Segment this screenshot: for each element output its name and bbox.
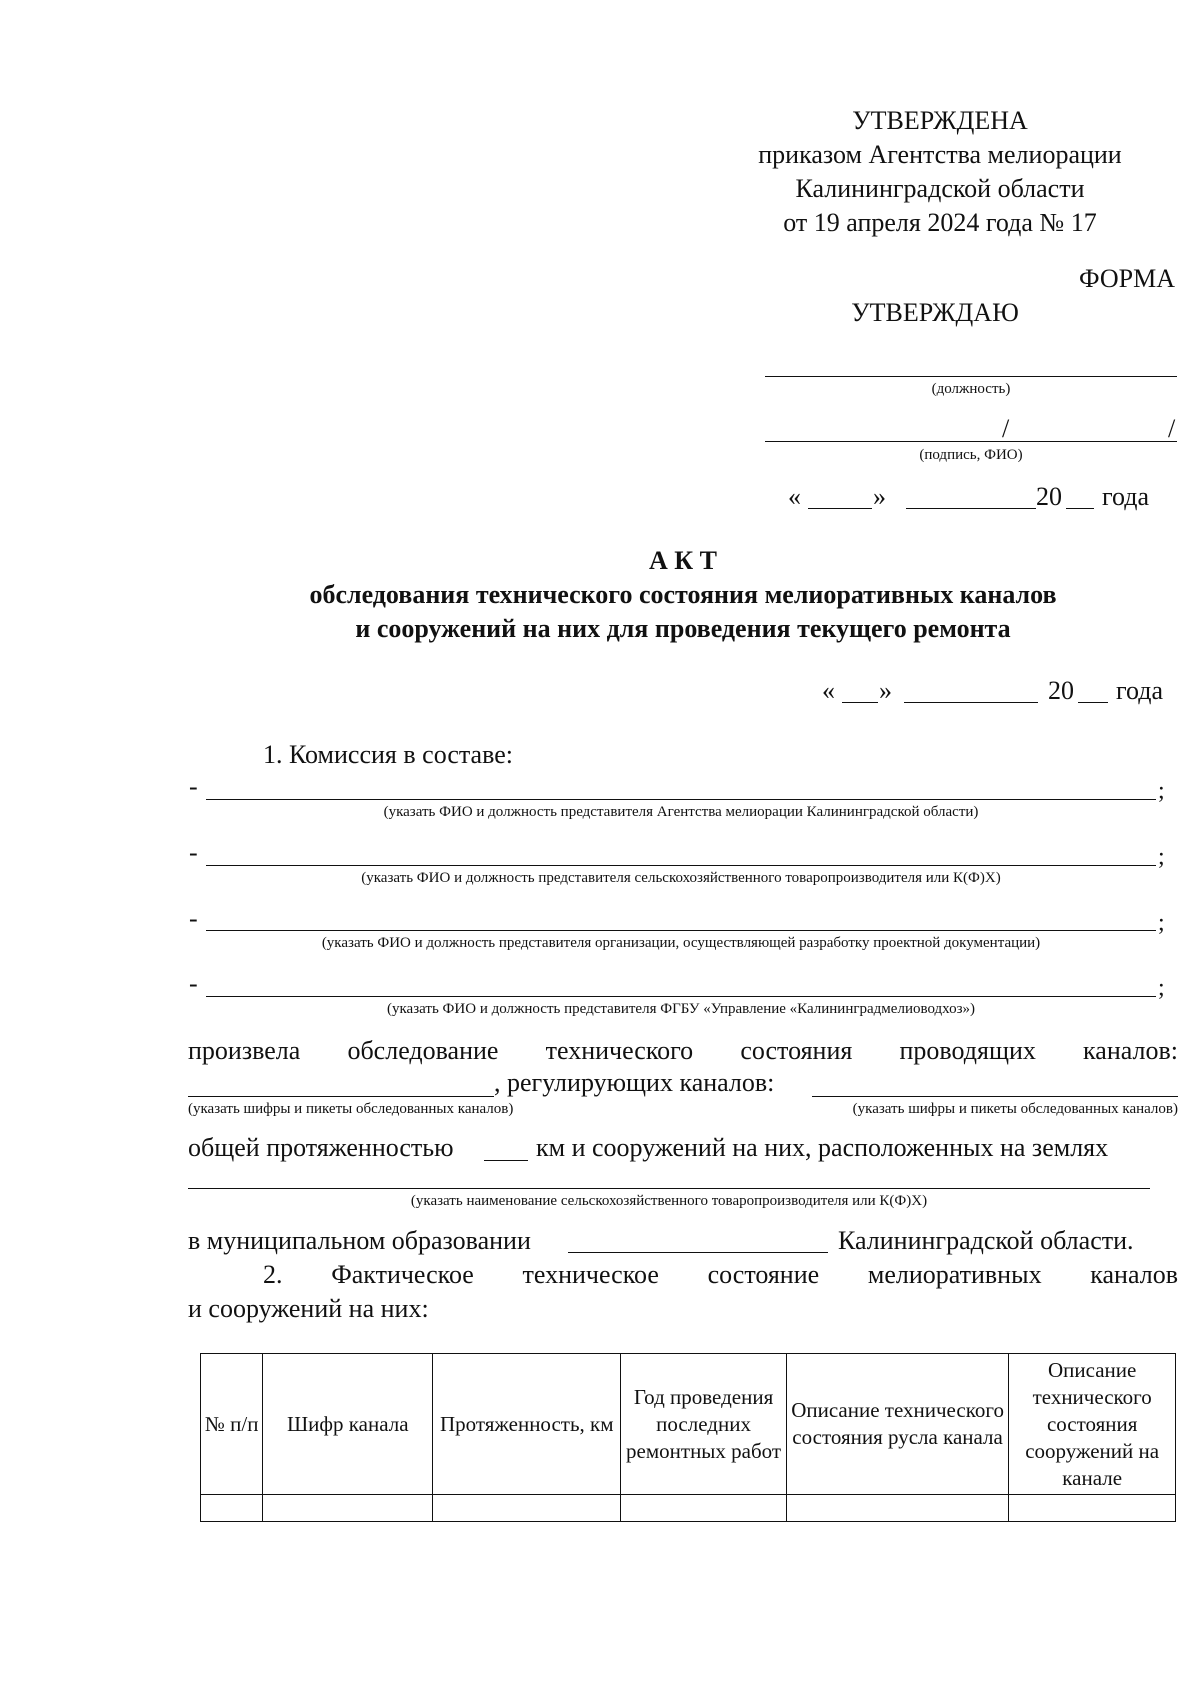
surveyed-text: произвела обследование технического состояния проводящих каналов: bbox=[188, 1036, 1178, 1065]
approval-title: УТВЕРЖДЕНА bbox=[852, 106, 1028, 135]
approve-date-day-field[interactable] bbox=[808, 508, 872, 509]
cipher-hint-right: (указать шифры и пикеты обследованных каналов) bbox=[852, 1101, 1178, 1117]
act-date-day-field[interactable] bbox=[842, 702, 878, 703]
section-1-title: 1. Комиссия в составе: bbox=[263, 740, 513, 769]
section-2-line-1: 2. Фактическое техническое состояние мелиоративных каналов bbox=[263, 1260, 1178, 1289]
header-channel-code: Шифр канала bbox=[263, 1354, 433, 1495]
length-after-text: км и сооружений на них, расположенных на землях bbox=[536, 1133, 1109, 1162]
cell-structures-state[interactable] bbox=[1009, 1495, 1176, 1522]
approve-title: УТВЕРЖДАЮ bbox=[851, 298, 1019, 327]
signature-line[interactable] bbox=[765, 441, 1177, 442]
act-date-open-quote: « bbox=[822, 676, 835, 705]
producer-field[interactable] bbox=[188, 1188, 1150, 1189]
approval-line-1: приказом Агентства мелиорации bbox=[758, 140, 1122, 169]
member-2-semicolon: ; bbox=[1158, 844, 1165, 870]
cell-channel-code[interactable] bbox=[263, 1495, 433, 1522]
act-title: А К Т bbox=[649, 546, 717, 575]
member-3-semicolon: ; bbox=[1158, 910, 1165, 936]
member-1-field[interactable] bbox=[206, 799, 1156, 800]
producer-hint: (указать наименование сельскохозяйственного товаропроизводителя или К(Ф)Х) bbox=[410, 1193, 928, 1209]
signature-slash-2: / bbox=[1168, 414, 1176, 443]
municipality-field[interactable] bbox=[568, 1252, 828, 1253]
act-date-year-prefix: 20 bbox=[1048, 676, 1074, 705]
regulating-text: , регулирующих каналов: bbox=[494, 1068, 775, 1097]
act-subtitle-line-1: обследования технического состояния мелиоративных каналов bbox=[309, 580, 1057, 609]
header-last-repair-year: Год проведения последних ремонтных работ bbox=[621, 1354, 787, 1495]
length-before-text: общей протяженностью bbox=[188, 1133, 454, 1162]
header-structures-state: Описание технического состояния сооружений на канале bbox=[1009, 1354, 1176, 1495]
act-date-month-field[interactable] bbox=[904, 702, 1038, 703]
approval-line-3: от 19 апреля 2024 года № 17 bbox=[783, 208, 1097, 237]
act-date-year-field[interactable] bbox=[1078, 702, 1108, 703]
approve-date-open-quote: « bbox=[788, 482, 801, 511]
approve-date-month-field[interactable] bbox=[906, 508, 1036, 509]
member-2-field[interactable] bbox=[206, 865, 1156, 866]
member-1-semicolon: ; bbox=[1158, 778, 1165, 804]
table-row bbox=[201, 1495, 1176, 1522]
cipher-hint-left: (указать шифры и пикеты обследованных каналов) bbox=[188, 1101, 514, 1117]
member-3-dash: - bbox=[189, 904, 198, 933]
header-channel-bed-state: Описание технического состояния русла канала bbox=[786, 1354, 1009, 1495]
supply-channels-field[interactable] bbox=[188, 1096, 494, 1097]
section-2-line-2: и сооружений на них: bbox=[188, 1294, 429, 1323]
length-km-field[interactable] bbox=[484, 1160, 528, 1161]
form-label: ФОРМА bbox=[1079, 264, 1175, 293]
member-4-field[interactable] bbox=[206, 996, 1156, 997]
member-4-hint: (указать ФИО и должность представителя ФГБУ «Управление «Калининградмелиоводхоз») bbox=[387, 1001, 975, 1017]
regulating-channels-field[interactable] bbox=[812, 1096, 1178, 1097]
municipality-before-text: в муниципальном образовании bbox=[188, 1226, 531, 1255]
member-4-semicolon: ; bbox=[1158, 975, 1165, 1001]
act-date-suffix: года bbox=[1116, 676, 1164, 705]
signature-slash-1: / bbox=[1002, 414, 1010, 443]
member-2-hint: (указать ФИО и должность представителя сельскохозяйственного товаропроизводителя или К(Ф)Х) bbox=[361, 870, 1001, 886]
header-length: Протяженность, км bbox=[433, 1354, 621, 1495]
approve-date-suffix: года bbox=[1102, 482, 1150, 511]
approve-date-year-prefix: 20 bbox=[1036, 482, 1062, 511]
position-hint: (должность) bbox=[931, 381, 1011, 397]
member-3-field[interactable] bbox=[206, 930, 1156, 931]
cell-channel-bed-state[interactable] bbox=[786, 1495, 1009, 1522]
approve-date-close-quote: » bbox=[873, 482, 886, 511]
approval-line-2: Калининградской области bbox=[795, 174, 1085, 203]
cell-number[interactable] bbox=[201, 1495, 263, 1522]
act-subtitle-line-2: и сооружений на них для проведения текущего ремонта bbox=[355, 614, 1011, 643]
header-number: № п/п bbox=[201, 1354, 263, 1495]
member-3-hint: (указать ФИО и должность представителя организации, осуществляющей разработку проектной документации) bbox=[321, 935, 1041, 951]
cell-length[interactable] bbox=[433, 1495, 621, 1522]
table-header-row bbox=[201, 1354, 1176, 1495]
signature-hint: (подпись, ФИО) bbox=[919, 447, 1023, 463]
member-1-hint: (указать ФИО и должность представителя Агентства мелиорации Калининградской области) bbox=[383, 804, 979, 820]
cell-last-repair-year[interactable] bbox=[621, 1495, 787, 1522]
member-1-dash: - bbox=[189, 772, 198, 801]
position-line[interactable] bbox=[765, 376, 1177, 377]
act-date-close-quote: » bbox=[879, 676, 892, 705]
channels-table bbox=[200, 1353, 1176, 1522]
approve-date-year-field[interactable] bbox=[1066, 508, 1094, 509]
municipality-after-text: Калининградской области. bbox=[838, 1226, 1134, 1255]
member-2-dash: - bbox=[189, 838, 198, 867]
member-4-dash: - bbox=[189, 969, 198, 998]
